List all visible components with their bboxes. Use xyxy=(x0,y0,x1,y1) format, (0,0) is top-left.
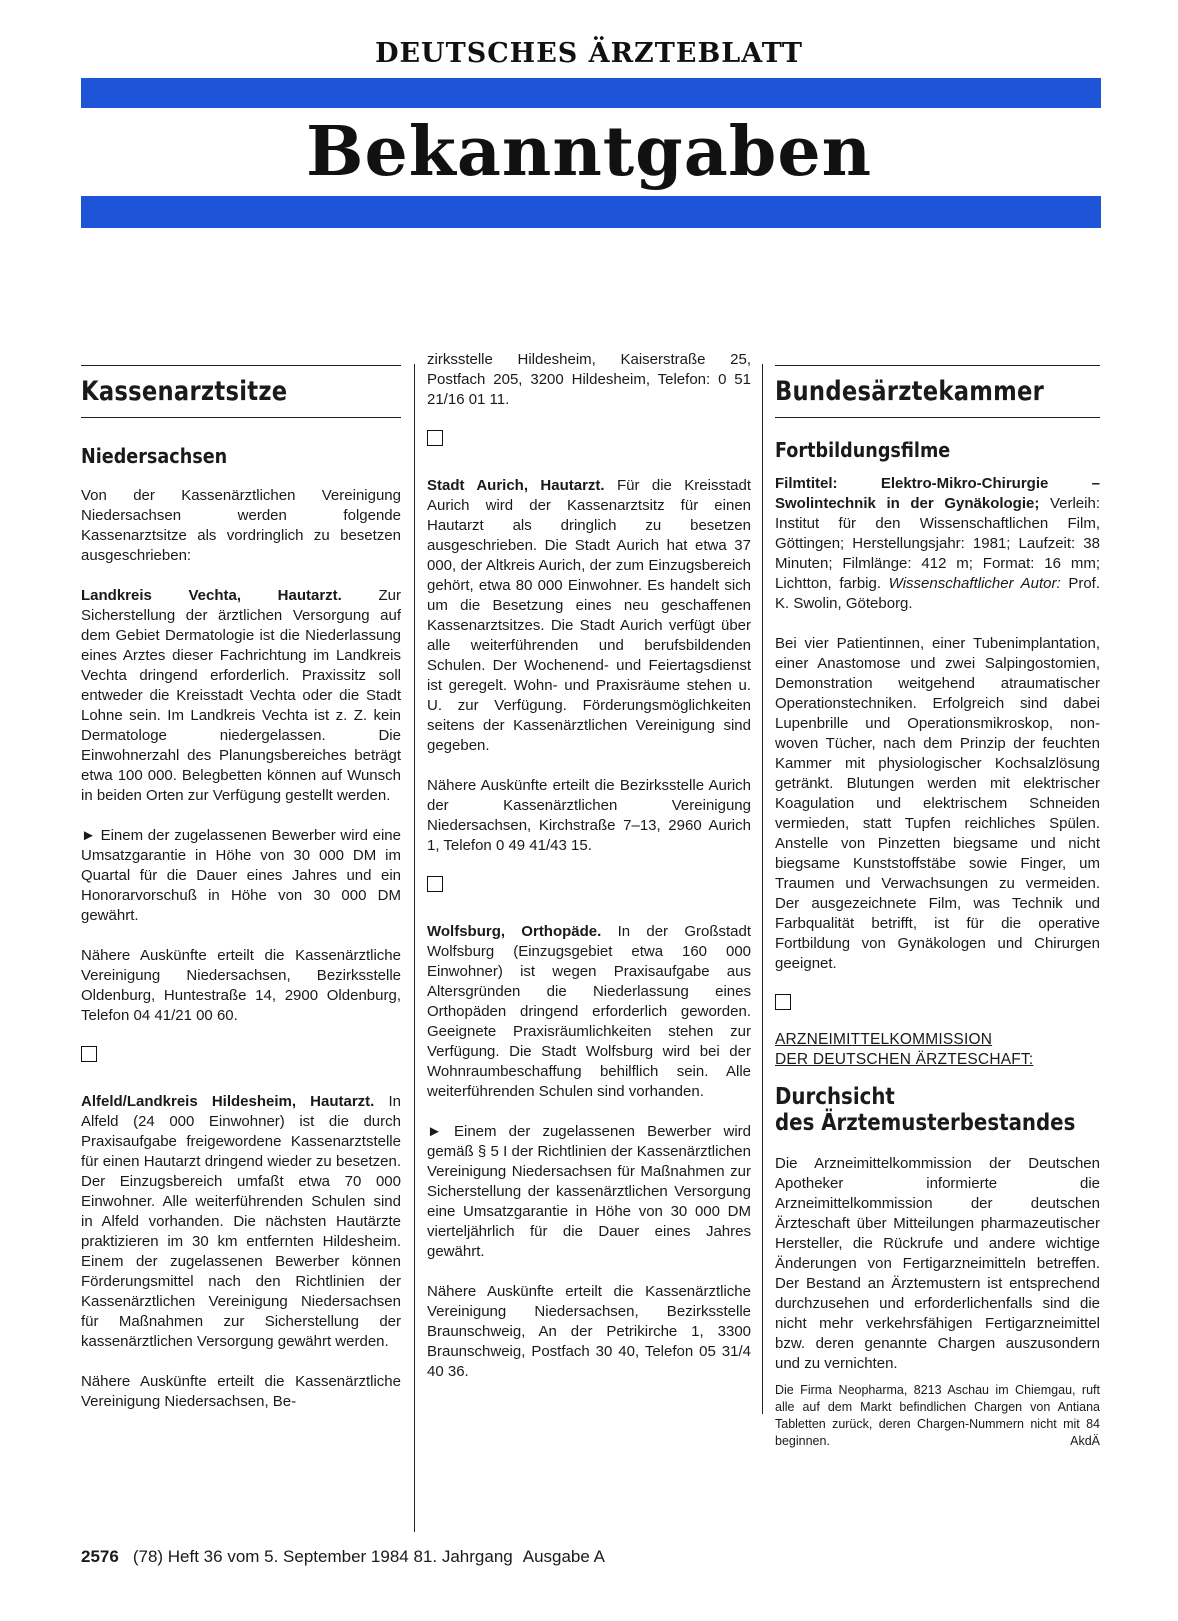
separator-box-icon xyxy=(427,876,443,892)
category-heading-bundesaerztekammer: Bundesärztekammer xyxy=(775,376,1045,407)
section-title: Bekanntgaben xyxy=(305,112,873,192)
vechta-lead: Landkreis Vechta, Hautarzt. xyxy=(81,587,342,604)
wolfsburg-lead: Wolfsburg, Orthopäde. xyxy=(427,923,602,940)
page-number: 2576 xyxy=(81,1547,119,1566)
film-author-label: Wissenschaftlicher Autor: xyxy=(888,575,1061,592)
rule xyxy=(81,417,401,418)
column-1 xyxy=(81,365,401,1432)
page-footer xyxy=(81,1547,615,1567)
wolfsburg-paragraph xyxy=(427,922,751,1102)
alfeld-body: In Alfeld (24 000 Einwohner) ist die durch Praxisaufgabe freigewordene Kassenarztstelle für einen Hautarzt dringend wieder zu besetzen. Der Einzugsbereich umfaßt etwa 70 000 Einwohner. Alle weiterführenden Schulen sind in Alfeld vorhanden. Die nächsten Hautärzte praktizieren im 30 km entfernten Hildesheim. Einem der zugelassenen Bewerber können Förderungsmittel nach den Richtlinien der Kassenärztlichen Vereinigung Niedersachsen für Maßnahmen zur Sicherstellung der kassenärztlichen Versorgung gewährt werden. xyxy=(81,1093,401,1350)
wolfsburg-body: In der Großstadt Wolfsburg (Einzugsgebiet etwa 160 000 Einwohner) ist wegen Praxisaufgabe aus Altersgründen die Niederlassung eines Orthopäden dringend erforderlich geworden. Geeignete Praxisräumlichkeiten stehen zur Verfügung. Die Stadt Wolfsburg wird bei der Wohnraumbeschaffung behilflich sein. Alle weiterführenden Schulen sind vorhanden. xyxy=(427,923,751,1100)
alfeld-paragraph xyxy=(81,1092,401,1352)
headline-line-2: des Ärztemusterbestandes xyxy=(775,1110,1076,1136)
vechta-body: Zur Sicherstellung der ärztlichen Versorgung auf dem Gebiet Dermatologie ist die Niederlassung eines Arztes dieser Fachrichtung im Landkreis Vechta dringend erforderlich. Praxissitz soll entweder die Kreisstadt Vechta oder die Stadt Lohne sein. Im Landkreis Vechta ist z. Z. kein Dermatologe niedergelassen. Die Einwohnerzahl des Planungsbereiches beträgt etwa 100 000. Belegbetten können auf Wunsch in beiden Orten zur Verfügung gestellt werden. xyxy=(81,587,402,804)
akd-recall-note xyxy=(775,1382,1100,1450)
category-heading-kassenarztsitze: Kassenarztsitze xyxy=(81,376,288,407)
film-author: Prof. K. Swolin, Göteborg. xyxy=(775,575,1100,612)
film-description: Bei vier Patientinnen, einer Tubenimplantation, einer Anastomose und zwei Salpingostomien, Demonstration weitgehend atraumatischer Operationstechniken. Erfolgreich sind dabei Lupenbrille und Operationsmikroskop, non-woven Tücher, nach dem Prinzip der feuchten Kammer mit physiologischer Kochsalzlösung getränkt. Blutungen werden mit elektrischer Koagulation und elektrischem Schneiden vermieden, statt Tupfen reichliches Spülen. Anstelle von Pinzetten biegsame und nicht biegsame Kunststoffstäbe sowie Finger, um Traumen und Verwachsungen zu vermeiden. Der ausgezeichnete Film, was Technik und Farbqualität betrifft, ist für die operative Fortbildung von Gynäkologen und Chirurgen geeignet. xyxy=(775,635,1100,972)
column-divider-1 xyxy=(414,364,415,1532)
film-info-paragraph xyxy=(775,474,1100,614)
vechta-paragraph xyxy=(81,586,401,806)
aurich-kontakt: Nähere Auskünfte erteilt die Bezirksstelle Aurich der Kassenärztlichen Vereinigung Niedersachsen, Kirchstraße 7–13, 2960 Aurich 1, Telefon 0 49 41/43 15. xyxy=(427,777,751,854)
column-3 xyxy=(775,365,1100,1450)
vechta-kontakt: Nähere Auskünfte erteilt die Kassenärztliche Vereinigung Niedersachsen, Bezirksstelle Oldenburg, Huntestraße 14, 2900 Oldenburg, Telefon 04 41/21 00 60. xyxy=(81,947,401,1024)
alfeld-kontakt-start: Nähere Auskünfte erteilt die Kassenärztliche Vereinigung Niedersachsen, Be- xyxy=(81,1373,401,1410)
separator-box-icon xyxy=(775,994,791,1010)
akd-signature: AkdÄ xyxy=(1070,1434,1100,1448)
intro-paragraph: Von der Kassenärztlichen Vereinigung Niedersachsen werden folgende Kassenarztsitze als vordringlich zu besetzen ausgeschrieben: xyxy=(81,487,401,564)
aurich-paragraph xyxy=(427,476,751,756)
masthead: DEUTSCHES ÄRZTEBLATT xyxy=(375,38,803,69)
kicker-arzneimittelkommission xyxy=(775,1030,1100,1070)
rule xyxy=(81,365,401,366)
akd-paragraph: Die Arzneimittelkommission der Deutschen Apotheker informierte die Arzneimittelkommission der deutschen Ärzteschaft über Mitteilungen pharmazeutischer Hersteller, die Rückrufe und andere wichtige Änderungen von Fertigarzneimitteln betreffen. Der Bestand an Ärztemustern ist entsprechend durchzusehen und erforderlichenfalls sind die nicht mehr verkehrsfähigen Fertigarzneimittel bzw. deren genannte Chargen auszusondern und zu vernichten. xyxy=(775,1155,1100,1372)
vechta-garantie: ► Einem der zugelassenen Bewerber wird eine Umsatzgarantie in Höhe von 30 000 DM im Quartal für die Dauer eines Jahres und ein Honorarvorschuß in Höhe von 30 000 DM gewährt. xyxy=(81,827,401,924)
article-headline xyxy=(775,1084,1076,1136)
edition: Ausgabe A xyxy=(522,1547,605,1566)
region-heading: Niedersachsen xyxy=(81,444,228,468)
alfeld-kontakt-end: zirksstelle Hildesheim, Kaiserstraße 25, Postfach 205, 3200 Hildesheim, Telefon: 0 51 21/16 01 11. xyxy=(427,351,751,408)
rule xyxy=(775,417,1100,418)
akd-recall-text: Die Firma Neopharma, 8213 Aschau im Chiemgau, ruft alle auf dem Markt befindlichen Chargen von Antiana Tabletten zurück, deren Chargen-Nummern nicht mit 84 beginnen. xyxy=(775,1383,1100,1448)
column-divider-2 xyxy=(762,364,763,1414)
rule xyxy=(775,365,1100,366)
headline-line-1: Durchsicht xyxy=(775,1084,895,1110)
kicker-line-2: DER DEUTSCHEN ÄRZTESCHAFT: xyxy=(775,1051,1034,1068)
kicker-line-1: ARZNEIMITTELKOMMISSION xyxy=(775,1031,993,1048)
film-meta: Verleih: Institut für den Wissenschaftlichen Film, Göttingen; Herstellungsjahr: 1981; Laufzeit: 38 Minuten; Filmlänge: 412 m; Format: 16 mm; Lichtton, farbig. xyxy=(775,495,1100,592)
separator-box-icon xyxy=(427,430,443,446)
film-title: Filmtitel: Elektro-Mikro-Chirurgie – Swolintechnik in der Gynäkologie; xyxy=(775,475,1100,512)
wolfsburg-garantie: ► Einem der zugelassenen Bewerber wird gemäß § 5 I der Richtlinien der Kassenärztlichen Vereinigung Niedersachsen für Maßnahmen zur Sicherstellung der kassenärztlichen Versorgung eine Umsatzgarantie in Höhe von 30 000 DM vierteljährlich für die Dauer eines Jahres gewährt. xyxy=(427,1123,751,1260)
issue-info: (78) Heft 36 vom 5. September 1984 81. Jahrgang xyxy=(132,1547,513,1566)
separator-box-icon xyxy=(81,1046,97,1062)
column-2 xyxy=(427,350,751,1402)
masthead-bar-bottom xyxy=(81,196,1101,228)
wolfsburg-kontakt: Nähere Auskünfte erteilt die Kassenärztliche Vereinigung Niedersachsen, Bezirksstelle Braunschweig, An der Petrikirche 1, 3300 Braunschweig, Postfach 30 40, Telefon 05 31/4 40 36. xyxy=(427,1283,751,1380)
subhead-fortbildungsfilme: Fortbildungsfilme xyxy=(775,438,951,462)
masthead-bar-top xyxy=(81,78,1101,108)
aurich-lead: Stadt Aurich, Hautarzt. xyxy=(427,477,605,494)
aurich-body: Für die Kreisstadt Aurich wird der Kassenarztsitz für einen Hautarzt als dringlich zu besetzen ausgeschrieben. Die Stadt Aurich hat etwa 37 000, der Altkreis Aurich, der zum Einzugsbereich gehört, etwa 80 000 Einwohner. Es handelt sich um die Besetzung eines neu geschaffenen Kassenarztsitzes. Die Stadt Aurich verfügt über alle weiterführenden und berufsbildenden Schulen. Der Wochenend- und Feiertagsdienst ist geregelt. Wohn- und Praxisräume stehen u. U. zur Verfügung. Förderungsmöglichkeiten seitens der Kassenärztlichen Vereinigung sind gegeben. xyxy=(427,477,751,754)
alfeld-lead: Alfeld/Landkreis Hildesheim, Hautarzt. xyxy=(81,1093,375,1110)
